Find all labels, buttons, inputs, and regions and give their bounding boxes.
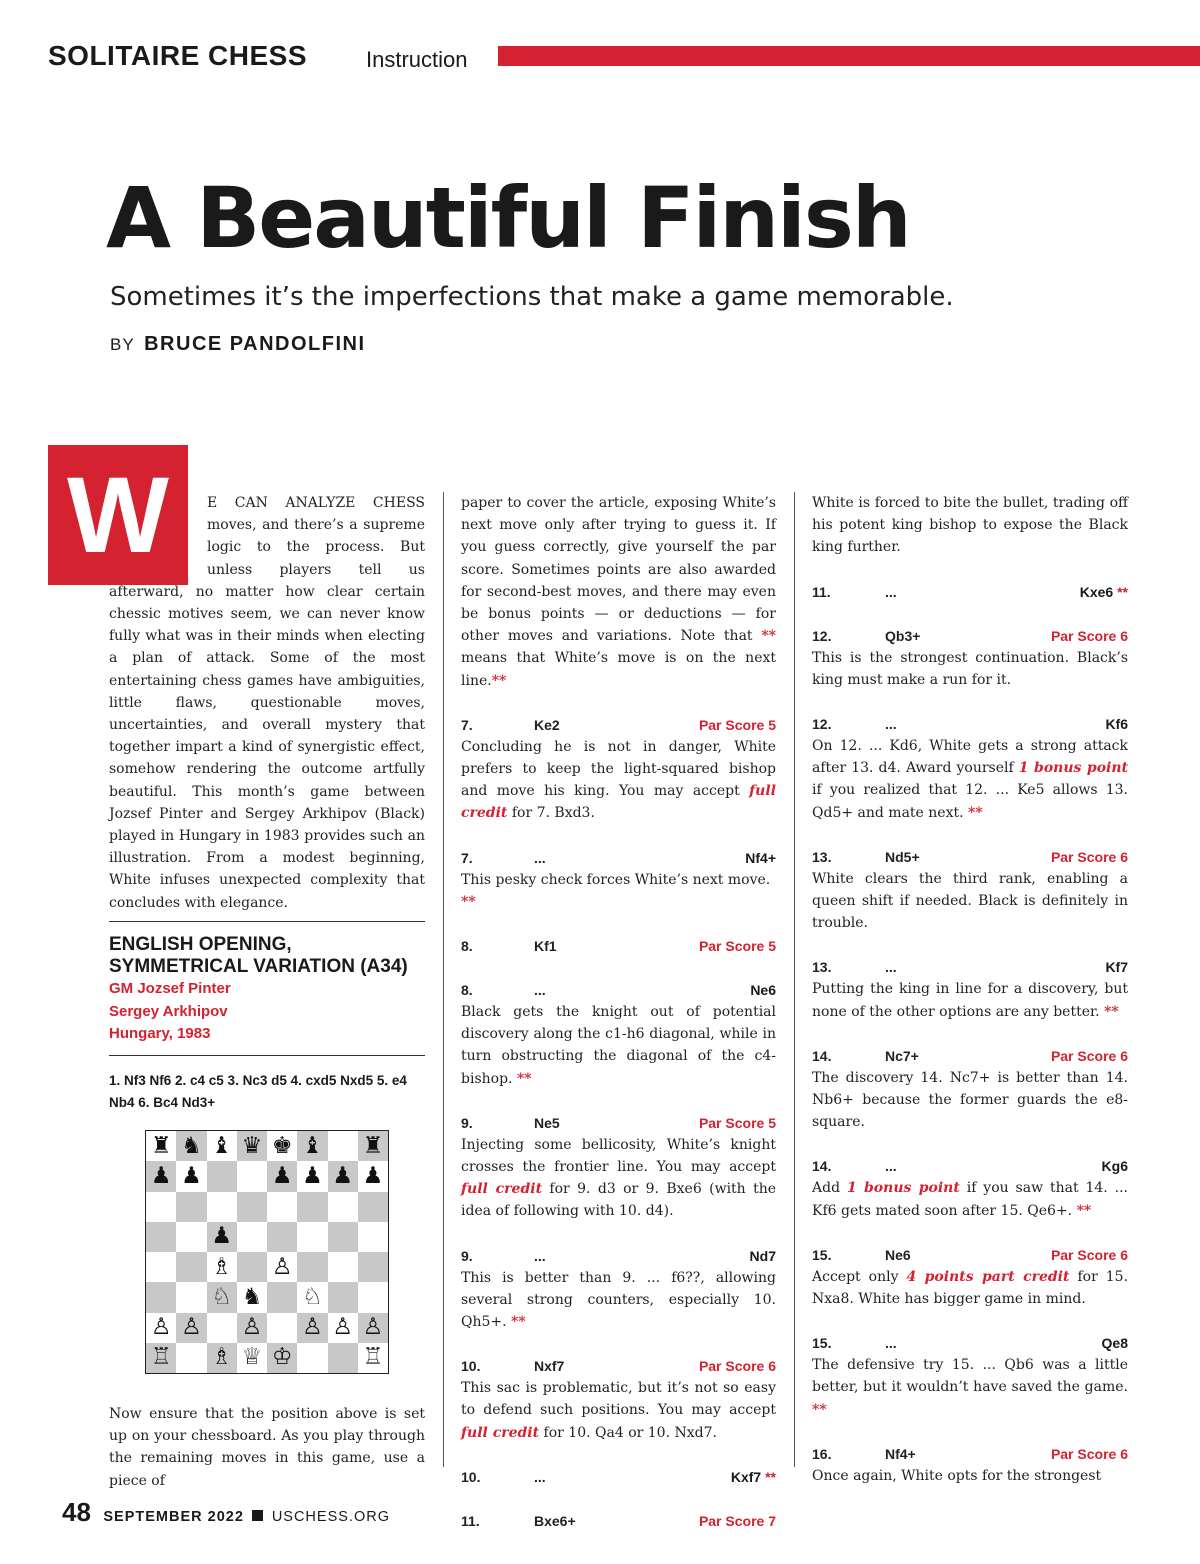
board-square-piece: ♕ bbox=[237, 1343, 267, 1373]
dropcap-spacer bbox=[109, 492, 207, 580]
move-comment bbox=[461, 1134, 776, 1223]
move-entry bbox=[461, 979, 776, 1090]
black-move: Ne6 bbox=[750, 982, 776, 999]
black-move-text: Kxf7 bbox=[730, 1468, 762, 1485]
bonus-highlight: 1 bonus point bbox=[846, 1180, 960, 1197]
move-number: 10. bbox=[461, 1358, 481, 1375]
move-entry bbox=[461, 1112, 776, 1223]
move-number: 8. bbox=[461, 982, 473, 999]
board-square bbox=[267, 1282, 297, 1312]
move-entry bbox=[461, 1466, 776, 1488]
comment-text: for 7. Bxd3. bbox=[511, 805, 595, 822]
divider bbox=[109, 1055, 425, 1056]
board-square-piece: ♟ bbox=[176, 1161, 206, 1191]
move-line bbox=[812, 956, 1128, 978]
opening-title: ENGLISH OPENING, SYMMETRICAL VARIATION (A34) bbox=[109, 934, 408, 977]
board-square-piece: ♜ bbox=[146, 1131, 176, 1161]
move-number: 9. bbox=[461, 1247, 473, 1264]
move-number: 15. bbox=[812, 1335, 832, 1352]
par-score: Par Score 7 bbox=[698, 1512, 776, 1529]
black-move: Nf4+ bbox=[745, 849, 776, 866]
column-divider bbox=[443, 492, 444, 1467]
black-move bbox=[731, 1466, 776, 1488]
board-square bbox=[297, 1192, 327, 1222]
move-number: 13. bbox=[812, 848, 832, 865]
credit-highlight: full credit bbox=[461, 783, 776, 822]
move: ... bbox=[885, 959, 897, 976]
black-move bbox=[1080, 581, 1128, 603]
par-score: Par Score 6 bbox=[698, 1358, 776, 1375]
move: Nc7+ bbox=[885, 1047, 919, 1064]
board-square-piece: ♟ bbox=[358, 1161, 388, 1191]
board-square bbox=[176, 1222, 206, 1252]
board-square-piece: ♙ bbox=[146, 1313, 176, 1343]
move-entry bbox=[812, 1155, 1128, 1221]
move-line bbox=[461, 1355, 776, 1377]
move-line bbox=[812, 1443, 1128, 1465]
move-comment bbox=[461, 736, 776, 825]
move-line bbox=[812, 846, 1128, 868]
board-square bbox=[176, 1343, 206, 1373]
move-entry bbox=[812, 625, 1128, 691]
credit-highlight: full credit bbox=[461, 1181, 543, 1198]
par-score: Par Score 5 bbox=[698, 1114, 776, 1131]
star-marker: ** bbox=[516, 1070, 532, 1087]
game-info bbox=[109, 934, 425, 1046]
star-marker: ** bbox=[491, 672, 507, 689]
move-line bbox=[461, 847, 776, 869]
move-comment bbox=[461, 1267, 776, 1334]
board-square bbox=[267, 1313, 297, 1343]
board-square bbox=[237, 1252, 267, 1282]
board-square bbox=[328, 1222, 358, 1252]
move-line bbox=[461, 1510, 776, 1532]
board-square bbox=[207, 1161, 237, 1191]
intro-paragraph: E CAN ANALYZE CHESS moves, and there’s a supreme logic to the process. But unless players tell us afterward, no matter how clear certain chessic motives seem, we can never know fully what was in their minds when electing a plan of attack. Some of the most entertaining chess games have ambiguities, little flaws, questionable moves, uncertainties, and overall mystery that together impart a kind of synergistic effect, somehow rendering the outcome artfully beautiful. This month’s game between Jozsef Pinter and Sergey Arkhipov (Black) played in Hungary in 1983 provides such an illustration. From a modest beginning, White infuses unexpected complexity that concludes with elegance. bbox=[109, 495, 425, 911]
board-square bbox=[328, 1282, 358, 1312]
board-square-piece: ♟ bbox=[328, 1161, 358, 1191]
move-line bbox=[812, 1332, 1128, 1354]
board-square bbox=[297, 1343, 327, 1373]
section-name: SOLITAIRE CHESS bbox=[48, 40, 308, 71]
comment-text: Concluding he is not in danger, White prefers to keep the light-squared bishop and move his king. You may accept bbox=[461, 738, 776, 800]
black-move: Kf7 bbox=[1105, 959, 1128, 976]
opening-moves: 1. Nf3 Nf6 2. c4 c5 3. Nc3 d5 4. cxd5 Nxd5 5. e4 Nb4 6. Bc4 Nd3+ bbox=[109, 1073, 407, 1110]
move-number: 9. bbox=[461, 1114, 473, 1131]
board-square bbox=[237, 1222, 267, 1252]
column-1 bbox=[109, 492, 425, 914]
move-line bbox=[461, 979, 776, 1001]
move: Bxe6+ bbox=[534, 1512, 576, 1529]
move-number: 16. bbox=[812, 1445, 832, 1462]
move-number: 13. bbox=[812, 959, 832, 976]
comment-text: On 12. ... Kd6, White gets a strong attack after 13. d4. Award yourself bbox=[812, 738, 1128, 777]
separator-square bbox=[252, 1510, 263, 1521]
white-player: GM Jozsef Pinter bbox=[109, 980, 231, 997]
move: Ne6 bbox=[885, 1246, 911, 1263]
black-move: Kf6 bbox=[1105, 716, 1128, 733]
comment-text: Add bbox=[812, 1180, 841, 1197]
move: ... bbox=[885, 716, 897, 733]
author-name: BRUCE PANDOLFINI bbox=[144, 333, 366, 355]
byline-label: BY bbox=[110, 335, 135, 354]
black-move: Nd7 bbox=[749, 1247, 776, 1264]
board-square-piece: ♟ bbox=[267, 1161, 297, 1191]
comment-text: Putting the king in line for a discovery, but none of the other options are any better. bbox=[812, 981, 1128, 1020]
board-square bbox=[328, 1343, 358, 1373]
move-number: 11. bbox=[812, 583, 831, 600]
move-comment: The discovery 14. Nc7+ is better than 14. Nb6+ because the former guards the e8-square. bbox=[812, 1069, 1128, 1131]
move-entry bbox=[812, 713, 1128, 824]
board-square bbox=[176, 1282, 206, 1312]
board-square-piece: ♝ bbox=[207, 1131, 237, 1161]
par-score: Par Score 5 bbox=[698, 716, 776, 733]
star-marker: ** bbox=[1117, 583, 1128, 600]
move-comment bbox=[812, 1177, 1128, 1221]
column-2 bbox=[461, 492, 776, 1554]
board-square-piece: ♛ bbox=[237, 1131, 267, 1161]
divider bbox=[109, 921, 425, 922]
comment-text: Injecting some bellicosity, White’s knight crosses the frontier line. You may accept bbox=[461, 1136, 776, 1176]
move: ... bbox=[885, 1158, 897, 1175]
star-marker: ** bbox=[511, 1314, 526, 1331]
move-line bbox=[812, 625, 1128, 647]
move-number: 12. bbox=[812, 627, 832, 644]
move-comment: This is the strongest continuation. Black’s king must make a run for it. bbox=[812, 649, 1128, 688]
move-entry bbox=[461, 1510, 776, 1532]
board-square-piece: ♝ bbox=[297, 1131, 327, 1161]
move-entry bbox=[812, 846, 1128, 935]
move-number: 7. bbox=[461, 716, 473, 733]
par-score: Par Score 6 bbox=[1050, 627, 1128, 644]
move-entry bbox=[812, 956, 1128, 1022]
board-square-piece: ♟ bbox=[297, 1161, 327, 1191]
comment-text: Black gets the knight out of potential discovery along the c1-h6 diagonal, while in turn obstructing the diagonal of the c4-bishop. bbox=[461, 1004, 776, 1087]
board-square bbox=[267, 1222, 297, 1252]
move-line bbox=[812, 713, 1128, 735]
board-square-piece: ♙ bbox=[297, 1313, 327, 1343]
website: USCHESS.ORG bbox=[271, 1509, 390, 1525]
section-subname: Instruction bbox=[366, 47, 468, 72]
move-comment bbox=[461, 869, 776, 913]
move-entry bbox=[812, 1332, 1128, 1421]
comment-text: This is better than 9. ... f6??, allowing several strong counters, especially 10. Qh5+. bbox=[461, 1269, 776, 1331]
move-number: 11. bbox=[461, 1512, 480, 1529]
column-3 bbox=[812, 492, 1128, 1509]
comment-text: for 9. d3 or 9. Bxe6 (with the idea of following with 10. d4). bbox=[461, 1181, 777, 1220]
move: Qb3+ bbox=[885, 627, 921, 644]
move-entry bbox=[461, 847, 776, 913]
black-move: Kg6 bbox=[1101, 1158, 1128, 1175]
comment-text: This sac is problematic, but it’s not so easy to defend such positions. You may accept bbox=[461, 1380, 776, 1419]
issue-date: SEPTEMBER 2022 bbox=[103, 1509, 244, 1525]
column-3-intro: White is forced to bite the bullet, trading off his potent king bishop to expose the Black king further. bbox=[812, 495, 1128, 556]
star-marker: ** bbox=[1104, 1003, 1119, 1020]
instructions-text: means that White’s move is on the next line. bbox=[461, 650, 776, 689]
board-square-piece: ♜ bbox=[358, 1131, 388, 1161]
chess-board bbox=[145, 1130, 389, 1374]
move: Nxf7 bbox=[534, 1358, 565, 1375]
article-subtitle: Sometimes it’s the imperfections that make a game memorable. bbox=[110, 282, 954, 312]
star-marker: ** bbox=[968, 804, 983, 821]
move-entry bbox=[812, 1244, 1128, 1310]
comment-text: This pesky check forces White’s next move. bbox=[461, 871, 771, 888]
move-comment: Once again, White opts for the strongest bbox=[812, 1467, 1102, 1484]
board-square-piece: ♚ bbox=[267, 1131, 297, 1161]
board-square-piece: ♟ bbox=[207, 1222, 237, 1252]
move-line bbox=[812, 1155, 1128, 1177]
byline bbox=[110, 333, 366, 356]
board-square bbox=[328, 1252, 358, 1282]
article-title: A Beautiful Finish bbox=[106, 169, 910, 267]
comment-text: if you realized that 12. ... Ke5 allows 13. Qd5+ and mate next. bbox=[812, 782, 1128, 821]
board-square bbox=[146, 1282, 176, 1312]
board-square-piece: ♗ bbox=[207, 1343, 237, 1373]
board-square bbox=[297, 1252, 327, 1282]
move: ... bbox=[534, 1468, 546, 1485]
board-square-piece: ♘ bbox=[297, 1282, 327, 1312]
star-marker: ** bbox=[765, 1468, 776, 1485]
move: ... bbox=[885, 583, 897, 600]
drop-cap: W bbox=[48, 445, 188, 585]
par-score: Par Score 5 bbox=[698, 938, 776, 955]
move-line bbox=[812, 1244, 1128, 1266]
par-score: Par Score 6 bbox=[1050, 1246, 1128, 1263]
move-line bbox=[812, 581, 1128, 603]
move: Ne5 bbox=[534, 1114, 560, 1131]
move-line bbox=[461, 1466, 776, 1488]
header-accent-bar bbox=[498, 46, 1200, 66]
comment-text: if you saw that 14. ... Kf6 gets mated soon after 15. Qe6+. bbox=[812, 1180, 1128, 1219]
star-marker: ** bbox=[812, 1401, 827, 1418]
instructions-paragraph bbox=[461, 492, 776, 692]
move: Kf1 bbox=[534, 938, 557, 955]
move: ... bbox=[534, 1247, 546, 1264]
event: Hungary, 1983 bbox=[109, 1025, 211, 1042]
credit-highlight: 4 points part credit bbox=[906, 1268, 1070, 1285]
board-square-piece: ♖ bbox=[146, 1343, 176, 1373]
move-comment: White clears the third rank, enabling a queen shift if needed. Black is definitely in trouble. bbox=[812, 870, 1128, 932]
board-square bbox=[146, 1192, 176, 1222]
move-number: 12. bbox=[812, 716, 832, 733]
move-line bbox=[812, 1045, 1128, 1067]
comment-text: The defensive try 15. ... Qb6 was a little better, but it wouldn’t have saved the game. bbox=[812, 1357, 1128, 1396]
board-square bbox=[176, 1192, 206, 1222]
black-move: Qe8 bbox=[1101, 1335, 1128, 1352]
move: ... bbox=[534, 982, 546, 999]
board-square-piece: ♞ bbox=[176, 1131, 206, 1161]
board-square bbox=[207, 1313, 237, 1343]
move: ... bbox=[534, 849, 546, 866]
par-score: Par Score 6 bbox=[1050, 1445, 1128, 1462]
move-entry bbox=[812, 1045, 1128, 1134]
move-comment bbox=[461, 1001, 776, 1090]
board-square bbox=[358, 1252, 388, 1282]
move-number: 15. bbox=[812, 1246, 832, 1263]
star-marker: ** bbox=[761, 628, 777, 645]
board-square bbox=[358, 1282, 388, 1312]
black-move-text: Kxe6 bbox=[1079, 583, 1114, 600]
move-number: 7. bbox=[461, 849, 473, 866]
board-square-piece: ♘ bbox=[207, 1282, 237, 1312]
move-comment bbox=[812, 978, 1128, 1022]
board-square bbox=[146, 1252, 176, 1282]
move: Ke2 bbox=[534, 716, 560, 733]
star-marker: ** bbox=[1076, 1202, 1092, 1219]
board-square bbox=[237, 1161, 267, 1191]
move-line bbox=[461, 1112, 776, 1134]
move-line bbox=[461, 714, 776, 736]
board-square-piece: ♟ bbox=[146, 1161, 176, 1191]
comment-text: for 15. Nxa8. White has bigger game in mind. bbox=[812, 1268, 1129, 1308]
board-square-piece: ♞ bbox=[237, 1282, 267, 1312]
comment-text: Accept only bbox=[812, 1268, 899, 1285]
board-square bbox=[176, 1252, 206, 1282]
board-square bbox=[267, 1192, 297, 1222]
instructions-text: paper to cover the article, exposing White’s next move only after trying to guess it. If you guess correctly, give yourself the par score. Sometimes points are also awarded for second-best moves, and there may even be bonus points — or deductions — for other moves and variations. Note that bbox=[461, 495, 776, 645]
section-header bbox=[48, 40, 1200, 80]
column-divider bbox=[794, 492, 795, 1467]
comment-text: for 10. Qa4 or 10. Nxd7. bbox=[543, 1424, 717, 1441]
move: Nf4+ bbox=[885, 1445, 916, 1462]
move-entry bbox=[812, 1443, 1128, 1487]
par-score: Par Score 6 bbox=[1050, 848, 1128, 865]
board-square-piece: ♙ bbox=[358, 1313, 388, 1343]
board-square bbox=[328, 1131, 358, 1161]
move-entry bbox=[461, 1355, 776, 1444]
board-square-piece: ♙ bbox=[176, 1313, 206, 1343]
star-marker: ** bbox=[461, 893, 476, 910]
after-board-paragraph: Now ensure that the position above is set up on your chessboard. As you play through the remaining moves in this game, use a piece of bbox=[109, 1406, 425, 1489]
move: ... bbox=[885, 1335, 897, 1352]
page-footer bbox=[62, 1497, 390, 1528]
move-entry bbox=[461, 935, 776, 957]
board-square-piece: ♙ bbox=[237, 1313, 267, 1343]
move-number: 14. bbox=[812, 1047, 832, 1064]
move-comment bbox=[812, 735, 1128, 824]
move-number: 14. bbox=[812, 1158, 832, 1175]
move-number: 8. bbox=[461, 938, 473, 955]
board-square bbox=[328, 1192, 358, 1222]
page-number: 48 bbox=[62, 1497, 91, 1527]
board-square-piece: ♗ bbox=[207, 1252, 237, 1282]
board-square bbox=[146, 1222, 176, 1252]
move-number: 10. bbox=[461, 1468, 481, 1485]
board-square bbox=[358, 1222, 388, 1252]
board-square-piece: ♙ bbox=[267, 1252, 297, 1282]
move: Nd5+ bbox=[885, 848, 920, 865]
board-square-piece: ♙ bbox=[328, 1313, 358, 1343]
credit-highlight: full credit bbox=[461, 1424, 540, 1441]
move-entry bbox=[461, 1245, 776, 1334]
board-square-piece: ♖ bbox=[358, 1343, 388, 1373]
move-line bbox=[461, 935, 776, 957]
board-square bbox=[358, 1192, 388, 1222]
move-line bbox=[461, 1245, 776, 1267]
move-entry bbox=[461, 714, 776, 825]
move-comment bbox=[812, 1266, 1128, 1310]
move-comment bbox=[812, 1354, 1128, 1421]
board-square bbox=[237, 1192, 267, 1222]
black-player: Sergey Arkhipov bbox=[109, 1002, 228, 1020]
board-square bbox=[207, 1192, 237, 1222]
bonus-highlight: 1 bonus point bbox=[1018, 760, 1128, 777]
board-square-piece: ♔ bbox=[267, 1343, 297, 1373]
par-score: Par Score 6 bbox=[1050, 1047, 1128, 1064]
board-square bbox=[297, 1222, 327, 1252]
move-entry bbox=[812, 581, 1128, 603]
move-comment bbox=[461, 1377, 776, 1444]
